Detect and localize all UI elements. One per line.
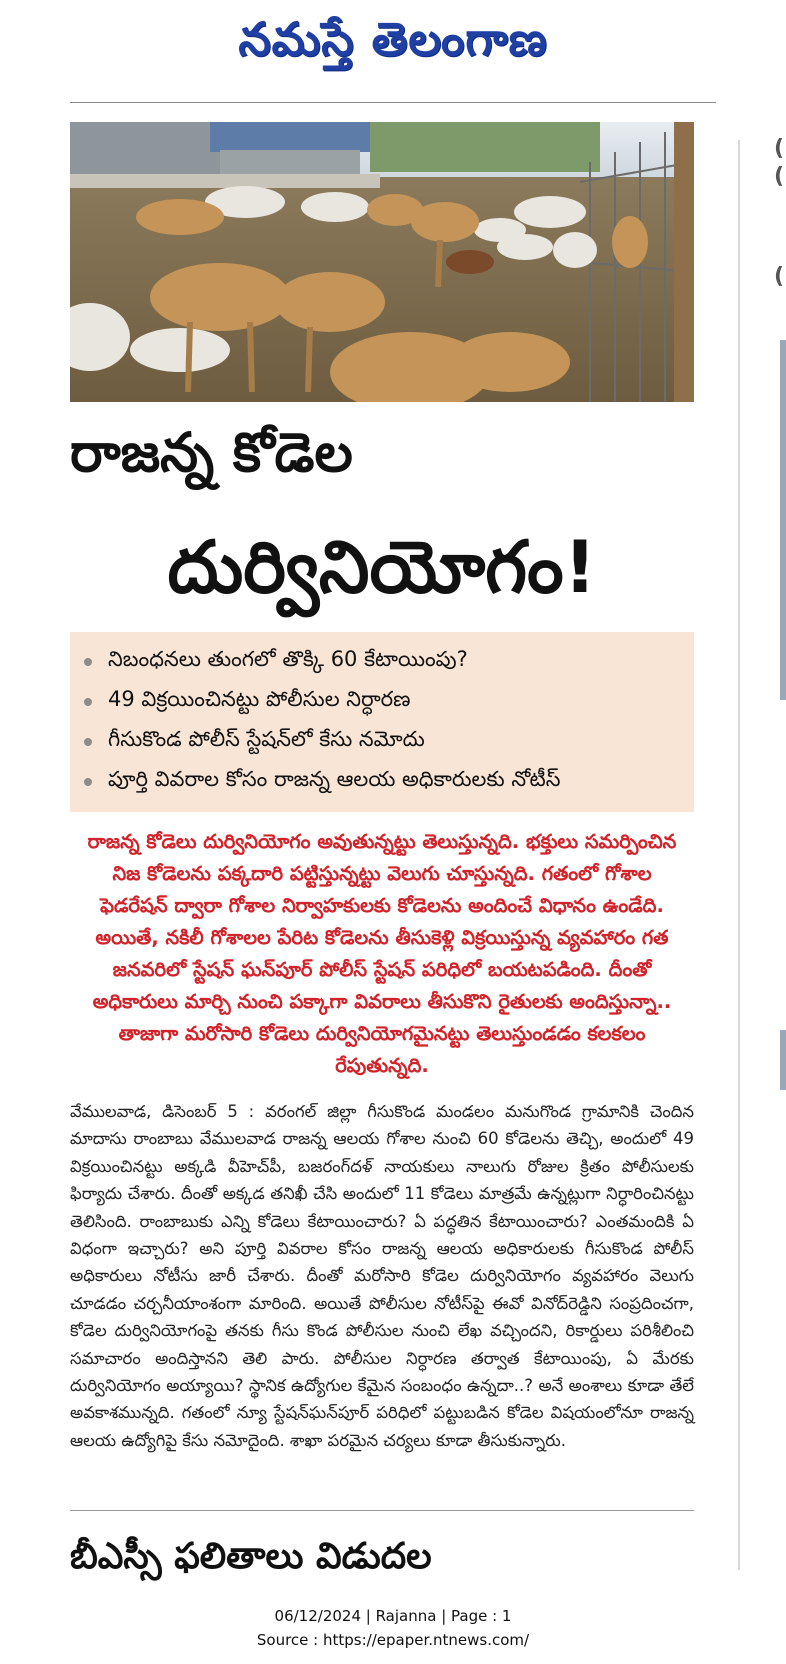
cattle-photo-illustration [70, 122, 694, 402]
masthead-divider [70, 102, 716, 103]
next-column-glyph: ( [774, 136, 785, 161]
bullet-icon [84, 778, 92, 786]
masthead-logo: నమస్తే తెలంగాణ [238, 12, 548, 66]
next-column-photo-edge [780, 340, 786, 700]
highlight-text: నిబంధనలు తుంగలో తొక్కి 60 కేటాయింపు? [108, 647, 468, 671]
intro-paragraph: రాజన్న కోడెలు దుర్వినియోగం అవుతున్నట్టు తెలుస్తున్నది. భక్తులు సమర్పించిన నిజ కోడెలను పక్కదారి పట్టిస్తున్నట్టు వెలుగు చూస్తున్నది. గతంలో గోశాల ఫెడరేషన్ ద్వారా గోశాల నిర్వాహకులకు కోడెలను అందించే విధానం ఉండేది. అయితే, నకిలీ గోశాలల పేరిట కోడెలను తీసుకెళ్లి విక్రయిస్తున్న వ్యవహారం గత జనవరిలో స్టేషన్ ఘన్‌పూర్ పోలీస్ స్టేషన్ పరిధిలో బయటపడింది. దీంతో అధికారులు మార్చి నుంచి పక్కాగా వివరాలు తీసుకొని రైతులకు అందిస్తున్నా.. తాజాగా మరోసారి కోడెలు దుర్వినియోగమైనట్టు తెలుస్తుండడం కలకలం రేపుతున్నది. [87, 830, 677, 1077]
next-column-glyph: ( [774, 264, 785, 289]
highlight-item [84, 722, 694, 762]
highlight-text: గీసుకొండ పోలీస్ స్టేషన్‌లో కేసు నమోదు [108, 727, 425, 751]
article-body: వేములవాడ, డిసెంబర్ 5 : వరంగల్ జిల్లా గీసుకొండ మండలం మనుగొండ గ్రామానికి చెందిన మాదాసు రాంబాబు వేములవాడ రాజన్న ఆలయ గోశాల నుంచి 60 కోడెలను తెచ్చి, అందులో 49 విక్రయించినట్టు అక్కడి వీహెచ్‌పీ, బజరంగ్‌దళ్ నాయకులు నాలుగు రోజుల క్రితం పోలీసులకు ఫిర్యాదు చేశారు. దీంతో అక్కడ తనిఖీ చేసి అందులో 11 కోడెలు మాత్రమే ఉన్నట్లుగా నిర్ధారించినట్టు తెలిసింది. రాంబాబుకు ఎన్ని కోడెలు కేటాయించారు? ఏ పద్ధతిన కేటాయించారు? ఎంతమందికి ఏ విధంగా ఇచ్చారు? అని పూర్తి వివరాల కోసం రాజన్న ఆలయ అధికారులకు గీసుకొండ పోలీస్ అధికారులు నోటీసు జారీ చేశారు. దీంతో మరోసారి కోడెల దుర్వినియోగం వ్యవహారం వెలుగు చూడడం చర్చనీయాంశంగా మారింది. అయితే పోలీసుల నోటీస్‌పై ఈవో వినోద్‌రెడ్డిని సంప్రదించగా, కోడెల దుర్వినియోగంపై తనకు గీసు కొండ పోలీసుల నుంచి లేఖ వచ్చిందని, రికార్డులు పరిశీలించి సమాచారం అందిస్తానని తెలి పారు. పోలీసుల నిర్ధారణ తర్వాత కేటాయింపు, ఏ మేరకు దుర్వినియోగం అయ్యాయి? స్థానిక ఉద్యోగుల కేమైన సంబంధం ఉన్నదా..? అనే అంశాలు కూడా తేలే అవకాశమున్నది. గతంలో న్యూ స్టేషన్‌ఘన్‌పూర్ పరిధిలో పట్టుబడిన కోడెల విషయంలోనూ రాజన్న ఆలయ ఉద్యోగిపై కేసు నమోదైంది. శాఖా పరమైన చర్యలు కూడా తీసుకున్నారు. [70, 1102, 695, 1450]
column-divider [738, 140, 740, 1570]
bullet-icon [84, 738, 92, 746]
highlight-text: 49 విక్రయించినట్టు పోలీసుల నిర్ధారణ [108, 687, 411, 711]
page-footer [0, 1604, 786, 1652]
highlight-item [84, 682, 694, 722]
bullet-icon [84, 698, 92, 706]
highlight-item [84, 642, 694, 682]
bullet-icon [84, 658, 92, 666]
masthead [0, 0, 786, 96]
footer-source: Source : https://epaper.ntnews.com/ [256, 1631, 530, 1649]
article-photo [70, 122, 694, 402]
highlight-item [84, 762, 694, 802]
next-article-headline: బీఎస్సీ ఫలితాలు విడుదల [70, 1536, 432, 1577]
footer-date-edition: 06/12/2024 | Rajanna | Page : 1 [274, 1607, 512, 1625]
headline-line-2: దుర్వినియోగం! [167, 525, 597, 609]
next-column-photo-edge [780, 1030, 786, 1090]
highlight-text: పూర్తి వివరాల కోసం రాజన్న ఆలయ అధికారులకు నోటీస్ [108, 767, 561, 791]
highlights-box [70, 632, 694, 812]
headline-line-1: రాజన్న కోడెల [70, 421, 353, 484]
section-divider [70, 1510, 694, 1511]
next-column-glyph: ( [774, 164, 785, 189]
